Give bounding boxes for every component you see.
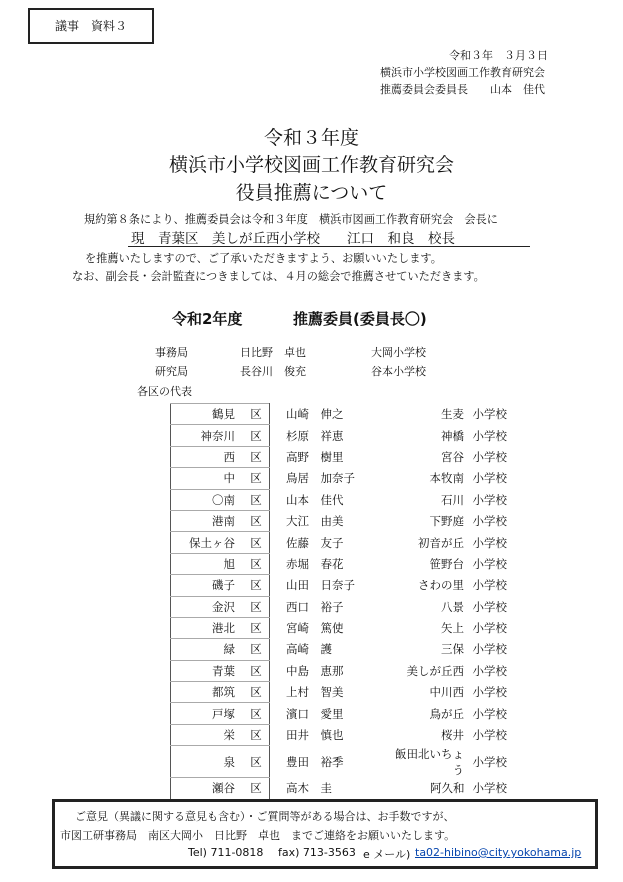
rep-name: 西口 裕子	[270, 596, 387, 617]
ward-name: 中	[171, 468, 238, 489]
school-suffix: 小学校	[472, 471, 507, 486]
rep-name: 濱口 愛里	[270, 703, 387, 724]
school-name: 中川西	[429, 685, 464, 700]
ward-suffix: 区	[237, 489, 270, 510]
ward-suffix: 区	[237, 617, 270, 638]
school-suffix: 小学校	[472, 556, 507, 571]
phone-number: Tel) 711-0818	[188, 846, 264, 859]
school-name: 桜井	[441, 728, 464, 743]
body-line-4: なお、副会長・会計監査につきましては、４月の総会で推薦させていただきます。	[72, 270, 485, 283]
ward-name: 戸塚	[171, 703, 238, 724]
rep-name: 鳥居 加奈子	[270, 468, 387, 489]
school-suffix: 小学校	[472, 642, 507, 657]
table-row	[171, 596, 523, 617]
table-row	[171, 778, 523, 799]
school-name: 石川	[441, 492, 464, 507]
school-name: 鳥が丘	[429, 706, 464, 721]
school-suffix: 小学校	[472, 663, 507, 678]
rep-name: 中島 恵那	[270, 660, 387, 681]
table-row	[171, 575, 523, 596]
committee-year: 令和2年度	[172, 310, 243, 328]
school-suffix: 小学校	[472, 578, 507, 593]
school-name: 生麦	[441, 407, 464, 422]
school-name: 本牧南	[429, 471, 464, 486]
document-tag: 議事 資料３	[28, 8, 154, 44]
issue-date: 令和３年 ３月３日	[449, 49, 548, 62]
ward-name: 港北	[171, 617, 238, 638]
ward-name: 緑	[171, 639, 238, 660]
table-row	[171, 724, 523, 745]
school-suffix: 小学校	[472, 428, 507, 443]
contact-box	[52, 799, 598, 869]
ward-name: 栄	[171, 724, 238, 745]
school-suffix: 小学校	[472, 514, 507, 529]
school-name: 美しが丘西	[406, 663, 464, 678]
school-name: 矢上	[441, 621, 464, 636]
ward-suffix: 区	[237, 703, 270, 724]
ward-suffix: 区	[237, 468, 270, 489]
school-name: 初音が丘	[418, 535, 464, 550]
ward-suffix: 区	[237, 510, 270, 531]
ward-name: 西	[171, 446, 238, 467]
table-row	[171, 746, 523, 778]
email-link[interactable]: ta02-hibino@city.yokohama.jp	[415, 846, 582, 859]
nominee-underline	[128, 246, 530, 247]
email-label: e メール)	[363, 848, 411, 861]
school-name: 神橋	[441, 428, 464, 443]
issuing-organization: 横浜市小学校図画工作教育研究会	[380, 66, 545, 79]
ward-name: 鶴見	[171, 404, 238, 425]
table-row	[171, 510, 523, 531]
school-suffix: 小学校	[472, 781, 507, 796]
office-role-2: 研究局	[155, 365, 188, 378]
contact-line-2: 市図工研事務局 南区大岡小 日比野 卓也 までご連絡をお願いいたします。	[60, 829, 456, 842]
ward-reps-label: 各区の代表	[137, 385, 192, 398]
ward-suffix: 区	[237, 724, 270, 745]
school-suffix: 小学校	[472, 599, 507, 614]
table-row	[171, 468, 523, 489]
table-row	[171, 617, 523, 638]
office-role-1: 事務局	[155, 346, 188, 359]
school-suffix: 小学校	[472, 407, 507, 422]
school-suffix: 小学校	[472, 754, 507, 769]
school-name: 飯田北いちょう	[395, 746, 464, 777]
ward-name: 〇南	[171, 489, 238, 510]
ward-name: 港南	[171, 510, 238, 531]
school-name: 八景	[441, 599, 464, 614]
ward-suffix: 区	[237, 682, 270, 703]
ward-suffix: 区	[237, 596, 270, 617]
school-name: 笹野台	[429, 556, 464, 571]
ward-suffix: 区	[237, 425, 270, 446]
ward-name: 旭	[171, 553, 238, 574]
rep-name: 上村 智美	[270, 682, 387, 703]
school-suffix: 小学校	[472, 535, 507, 550]
table-row	[171, 489, 523, 510]
table-row	[171, 425, 523, 446]
ward-suffix: 区	[237, 575, 270, 596]
committee-chair: 推薦委員会委員長 山本 佳代	[380, 83, 545, 96]
table-row	[171, 660, 523, 681]
ward-suffix: 区	[237, 532, 270, 553]
rep-name: 高崎 護	[270, 639, 387, 660]
ward-suffix: 区	[237, 660, 270, 681]
body-line-3: を推薦いたしますので、ご了承いただきますよう、お願いいたします。	[85, 252, 442, 265]
rep-name: 山田 日奈子	[270, 575, 387, 596]
ward-name: 瀬谷	[171, 778, 238, 799]
nominee: 現 青葉区 美しが丘西小学校 江口 和良 校長	[131, 231, 455, 247]
school-suffix: 小学校	[472, 449, 507, 464]
school-suffix: 小学校	[472, 706, 507, 721]
school-suffix: 小学校	[472, 492, 507, 507]
fax-number: fax) 713-3563	[278, 846, 356, 859]
ward-name: 保土ヶ谷	[171, 532, 238, 553]
school-suffix: 小学校	[472, 728, 507, 743]
table-row	[171, 703, 523, 724]
ward-name: 神奈川	[171, 425, 238, 446]
ward-suffix: 区	[237, 446, 270, 467]
rep-name: 高木 圭	[270, 778, 387, 799]
body-line-1: 規約第８条により、推薦委員会は令和３年度 横浜市図画工作教育研究会 会長に	[84, 213, 498, 226]
ward-suffix: 区	[237, 404, 270, 425]
committee-heading: 推薦委員(委員長〇)	[293, 310, 427, 328]
ward-suffix: 区	[237, 778, 270, 799]
contact-line-1: ご意見（異議に関する意見も含む）・ご質問等がある場合は、お手数ですが、	[75, 810, 455, 823]
school-name: 阿久和	[430, 781, 465, 796]
ward-name: 磯子	[171, 575, 238, 596]
office-school-1: 大岡小学校	[371, 346, 426, 359]
rep-name: 杉原 祥恵	[270, 425, 387, 446]
rep-name: 大江 由美	[270, 510, 387, 531]
ward-suffix: 区	[237, 553, 270, 574]
school-suffix: 小学校	[472, 685, 507, 700]
office-school-2: 谷本小学校	[371, 365, 426, 378]
ward-name: 泉	[171, 746, 238, 778]
table-row	[171, 682, 523, 703]
table-row	[171, 639, 523, 660]
table-row	[171, 553, 523, 574]
rep-name: 宮崎 篤使	[270, 617, 387, 638]
ward-name: 都筑	[171, 682, 238, 703]
office-name-2: 長谷川 俊充	[240, 365, 306, 378]
table-row	[171, 404, 523, 425]
table-row	[171, 446, 523, 467]
ward-name: 金沢	[171, 596, 238, 617]
ward-suffix: 区	[237, 639, 270, 660]
title-subject: 役員推薦について	[235, 182, 388, 204]
title-year: 令和３年度	[263, 127, 359, 149]
school-name: さわの里	[418, 578, 464, 593]
rep-name: 高野 樹里	[270, 446, 387, 467]
title-organization: 横浜市小学校図画工作教育研究会	[168, 154, 454, 176]
rep-name: 佐藤 友子	[270, 532, 387, 553]
rep-name: 豊田 裕季	[270, 746, 387, 778]
school-name: 三保	[441, 642, 464, 657]
rep-name: 山本 佳代	[270, 489, 387, 510]
rep-name: 田井 慎也	[270, 724, 387, 745]
school-name: 下野庭	[429, 514, 464, 529]
ward-name: 青葉	[171, 660, 238, 681]
school-suffix: 小学校	[472, 621, 507, 636]
rep-name: 山崎 伸之	[270, 404, 387, 425]
school-name: 宮谷	[441, 449, 464, 464]
ward-representatives-table	[170, 403, 523, 800]
ward-suffix: 区	[237, 746, 270, 778]
rep-name: 赤堀 春花	[270, 553, 387, 574]
office-name-1: 日比野 卓也	[240, 346, 306, 359]
table-row	[171, 532, 523, 553]
